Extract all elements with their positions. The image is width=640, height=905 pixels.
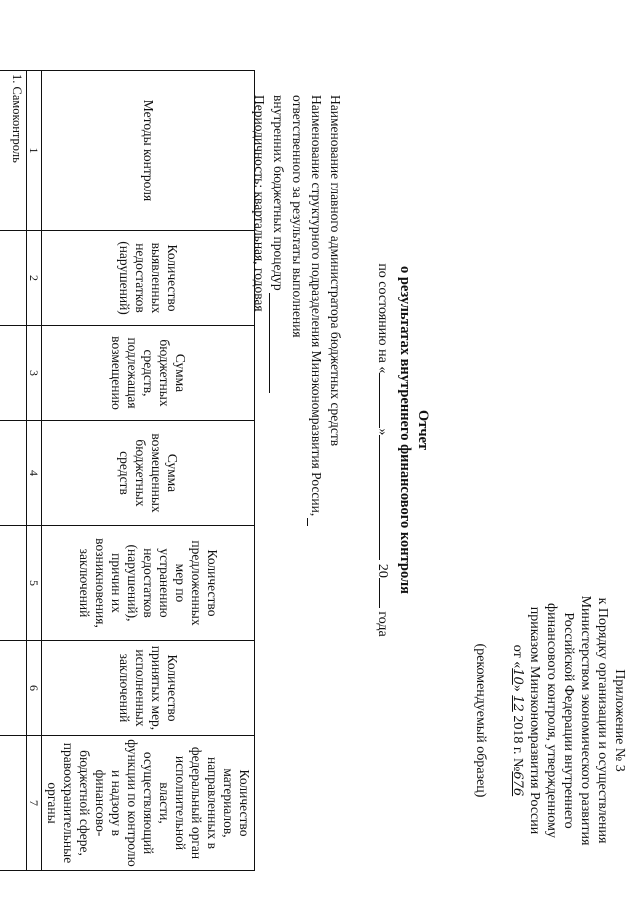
appendix-line: к Порядку организации и осуществления (595, 597, 610, 844)
handwritten-month: 12 (510, 695, 525, 712)
column-header: Сумма возмещенных бюджетных средств (42, 421, 255, 526)
day-blank (379, 373, 392, 428)
info-line: внутренних бюджетных процедур (269, 95, 288, 526)
appendix-header (472, 548, 628, 893)
table-header-row (42, 71, 255, 871)
column-header: Количество принятых мер, исполненных заключений (42, 641, 255, 736)
column-number: 3 (27, 326, 42, 421)
column-number: 6 (27, 641, 42, 736)
handwritten-number: 676 (510, 771, 525, 797)
title-line: о результатах внутреннего финансового контроля (397, 265, 413, 595)
appendix-number: Приложение № 3 (612, 669, 627, 772)
appendix-line: Министерством экономического развития (578, 595, 593, 846)
column-number: 2 (27, 231, 42, 326)
appendix-line: финансового контроля, утвержденному (544, 603, 559, 838)
info-line: Наименование главного администратора бюджетных средств (328, 95, 343, 447)
month-blank (379, 435, 392, 560)
column-header: Количество материалов, направленных в федеральный орган исполнительной власти, осуществляющий функции по контролю и надзору в финансово-бюджетной сфере, правоохранительные органы (42, 736, 255, 871)
report-title (396, 170, 432, 690)
report-info (250, 95, 345, 526)
appendix-line: приказом Минэкономразвития России (527, 606, 542, 835)
column-number-row (27, 71, 42, 871)
column-number: 7 (27, 736, 42, 871)
column-number: 1 (27, 71, 42, 231)
table-cell (0, 736, 27, 871)
column-number: 5 (27, 526, 42, 641)
handwritten-day: 10 (510, 668, 525, 685)
title-line: Отчет (415, 409, 431, 451)
appendix-line: Российской Федерации внутреннего (561, 612, 576, 829)
order-date-line: от «10» 12 2018 г. №676 (510, 644, 525, 797)
table-row (0, 71, 27, 871)
sample-note: (рекомендуемый образец) (473, 643, 488, 798)
info-line: ответственного за результаты выполнения (290, 95, 305, 338)
column-number: 4 (27, 421, 42, 526)
info-line: Периодичность: квартальная, годовая (252, 95, 267, 312)
as-of-date-line: по состоянию на «» 20 года (375, 263, 390, 637)
results-table (0, 70, 255, 871)
column-header: Сумма бюджетных средств, подлежащая возмещению (42, 326, 255, 421)
column-header: Количество выявленных недостатков (нарушений) (42, 231, 255, 326)
row-label: 1. Самоконтроль (0, 71, 27, 231)
table-cell (0, 326, 27, 421)
column-header: Количество предложенных мер по устранению недостатков (нарушений), причин их возникновения, заключений (42, 526, 255, 641)
column-header: Методы контроля (42, 71, 255, 231)
table-cell (0, 421, 27, 526)
table-cell (0, 641, 27, 736)
info-line: Наименование структурного подразделения Минэкономразвития России, (307, 95, 326, 526)
year-blank (379, 578, 392, 608)
table-cell (0, 231, 27, 326)
table-cell (0, 526, 27, 641)
